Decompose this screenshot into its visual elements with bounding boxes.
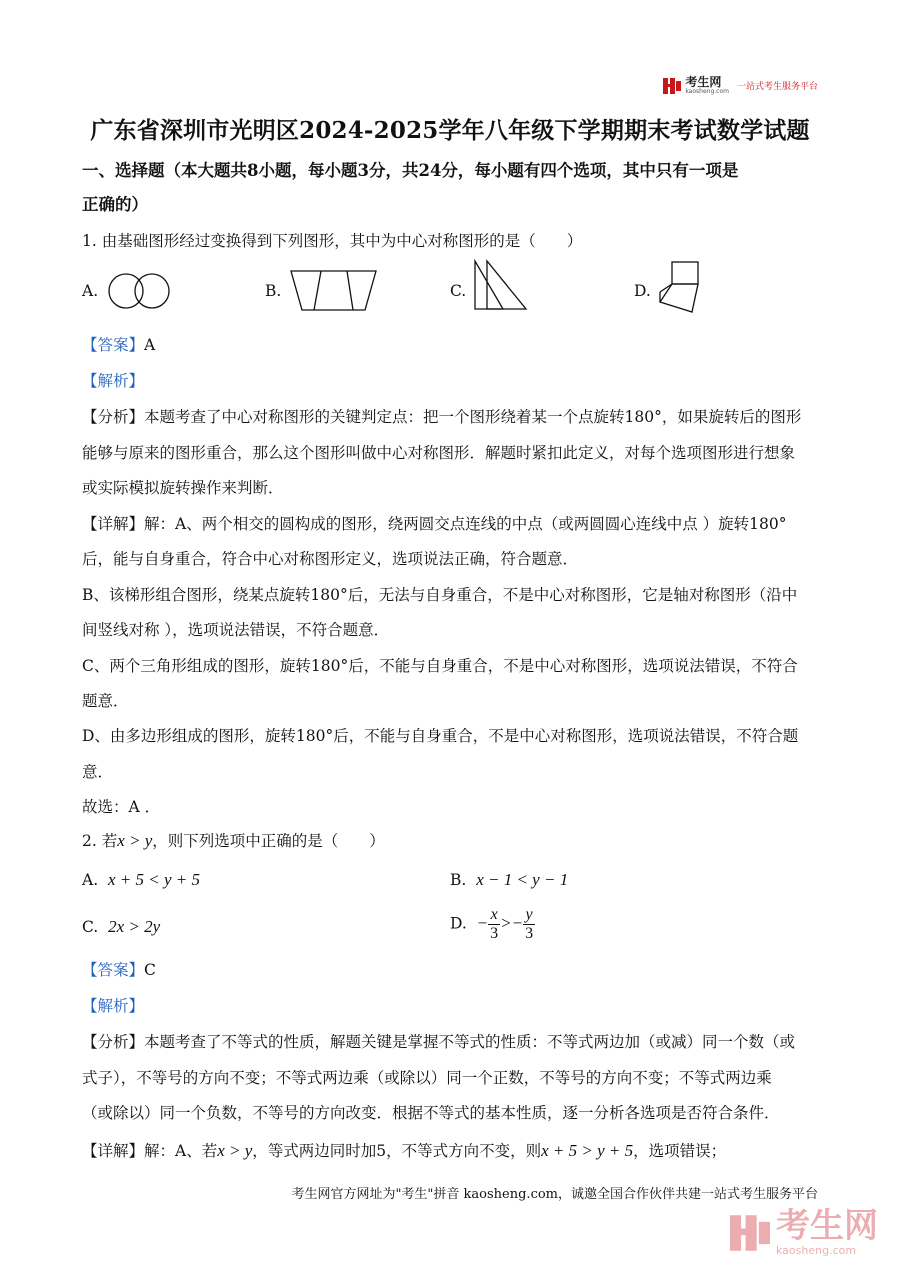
relation-sign: >− bbox=[500, 913, 524, 933]
detail-expression: x + 5 > y + 5 bbox=[541, 1141, 634, 1160]
q1-text-line: B、该梯形组合图形，绕某点旋转180°后，无法与自身重合，不是中心对称图形，它是轴对称图形（沿中 bbox=[82, 586, 798, 604]
q2-option-a bbox=[82, 870, 200, 890]
circle-shape bbox=[109, 274, 143, 308]
answer-tag: 【答案】 bbox=[82, 961, 145, 979]
q2-stem bbox=[82, 829, 385, 851]
divider-line bbox=[347, 271, 353, 310]
q2-text-line: （或除以）同一个负数，不等号的方向改变．根据不等式的基本性质，逐一分析各选项是否符合条件． bbox=[82, 1104, 780, 1122]
option-expr: x + 5 < y + 5 bbox=[107, 870, 200, 889]
minus-sign: − bbox=[476, 913, 489, 933]
trapezoid-shape bbox=[291, 271, 376, 310]
option-label: B. bbox=[450, 871, 467, 889]
watermark-logo-icon bbox=[730, 1213, 770, 1253]
logo-text bbox=[685, 76, 729, 95]
option-label: A. bbox=[82, 871, 99, 889]
fraction-numerator: y bbox=[523, 906, 535, 925]
q1-option-d-label: D. bbox=[634, 282, 651, 300]
q1-option-c-figure bbox=[470, 258, 530, 312]
detail-post: ，选项错误； bbox=[633, 1142, 727, 1160]
q1-text-line: 题意． bbox=[82, 692, 129, 710]
q2-condition: x > y bbox=[117, 831, 153, 850]
q1-option-a-figure bbox=[104, 270, 176, 312]
q2-option-b bbox=[450, 870, 568, 890]
q1-text-line: D、由多边形组成的图形，旋转180°后，不能与自身重合，不是中心对称图形，选项说法错误，不符合题 bbox=[82, 727, 799, 745]
q1-text-line: 间竖线对称 ），选项说法错误，不符合题意． bbox=[82, 621, 390, 639]
q1-text-line: 【分析】本题考查了中心对称图形的关键判定点：把一个图形绕着某一个点旋转180°，如果旋转后的图形 bbox=[82, 408, 802, 426]
watermark-text bbox=[776, 1208, 878, 1257]
triangle-shape bbox=[487, 261, 526, 309]
option-label: D. bbox=[450, 914, 467, 933]
section-heading-line2: 正确的） bbox=[82, 195, 148, 214]
q1-stem: 1. 由基础图形经过变换得到下列图形，其中为中心对称图形的是（ ） bbox=[82, 232, 583, 250]
logo-slogan: 一站式考生服务平台 bbox=[736, 82, 818, 92]
q2-stem-post: ，则下列选项中正确的是（ ） bbox=[152, 832, 385, 850]
detail-pre: 【详解】解：A、若 bbox=[82, 1142, 218, 1160]
q1-option-c-label: C. bbox=[450, 282, 467, 300]
square-shape bbox=[672, 262, 698, 284]
kaosheng-logo-icon bbox=[663, 78, 681, 94]
option-expr: x − 1 < y − 1 bbox=[476, 870, 569, 889]
q2-text-line: 式子），不等号的方向不变；不等式两边乘（或除以）同一个正数，不等号的方向不变；不等式两边乘 bbox=[82, 1069, 772, 1087]
fraction-x-over-3 bbox=[488, 906, 500, 943]
q1-text-line: C、两个三角形组成的图形，旋转180°后，不能与自身重合，不是中心对称图形，选项说法错误，不符合 bbox=[82, 657, 798, 675]
detail-condition: x > y bbox=[217, 1141, 253, 1160]
q2-text-line: 【分析】本题考查了不等式的性质，解题关键是掌握不等式的性质：不等式两边加（或减）同一个数（或 bbox=[82, 1033, 796, 1051]
q1-option-b-label: B. bbox=[265, 282, 282, 300]
page-footer: 考生网官方网址为"考生"拼音 kaosheng.com，诚邀全国合作伙伴共建一站式考生服务平台 bbox=[291, 1187, 818, 1202]
option-label: C. bbox=[82, 918, 99, 936]
q1-option-d-figure bbox=[652, 258, 708, 316]
q2-stem-pre: 2. 若 bbox=[82, 832, 118, 850]
q1-analysis-tag: 【解析】 bbox=[82, 372, 145, 390]
q2-analysis-tag: 【解析】 bbox=[82, 997, 145, 1015]
page-title: 广东省深圳市光明区2024-2025学年八年级下学期期末考试数学试题 bbox=[90, 117, 810, 144]
q2-answer-value: C bbox=[144, 961, 156, 979]
q1-text-line: 故选：A ． bbox=[82, 798, 161, 816]
q1-text-line: 后，能与自身重合，符合中心对称图形定义，选项说法正确，符合题意． bbox=[82, 550, 579, 568]
edge-line bbox=[660, 284, 672, 292]
circle-shape bbox=[135, 274, 169, 308]
q1-text-line: 【详解】解：A、两个相交的圆构成的图形，绕两圆交点连线的中点（或两圆圆心连线中点 ）旋转180° bbox=[82, 515, 787, 533]
q2-answer bbox=[82, 958, 156, 980]
fraction-denominator: 3 bbox=[490, 925, 499, 942]
fraction-numerator: x bbox=[488, 906, 500, 925]
watermark-site: kaosheng.com bbox=[776, 1244, 857, 1257]
logo-site: kaosheng.com bbox=[685, 88, 729, 95]
q2-option-c bbox=[82, 917, 160, 937]
q1-text-line: 意． bbox=[82, 763, 114, 781]
fraction-y-over-3 bbox=[523, 906, 535, 943]
triangle-shape bbox=[475, 261, 503, 309]
q1-answer bbox=[82, 333, 155, 355]
section-heading-line1: 一、选择题（本大题共8小题，每小题3分，共24分，每小题有四个选项，其中只有一项是 bbox=[82, 161, 739, 180]
option-expr: 2x > 2y bbox=[108, 917, 161, 936]
q2-option-d bbox=[450, 906, 535, 943]
watermark-name: 考生网 bbox=[776, 1206, 878, 1246]
answer-tag: 【答案】 bbox=[82, 336, 145, 354]
header-logo bbox=[663, 76, 818, 95]
q2-detail-line bbox=[82, 1139, 726, 1161]
logo-name: 考生网 bbox=[685, 75, 722, 89]
q1-option-b-figure bbox=[288, 268, 380, 314]
divider-line bbox=[314, 271, 321, 310]
q1-option-a-label: A. bbox=[82, 282, 99, 300]
q1-answer-value: A bbox=[144, 336, 156, 354]
detail-mid: ，等式两边同时加5，不等式方向不变，则 bbox=[252, 1142, 542, 1160]
q1-text-line: 或实际模拟旋转操作来判断． bbox=[82, 479, 284, 497]
watermark bbox=[730, 1208, 878, 1257]
q1-text-line: 能够与原来的图形重合，那么这个图形叫做中心对称图形．解题时紧扣此定义，对每个选项图形进行想象 bbox=[82, 444, 796, 462]
fraction-denominator: 3 bbox=[525, 925, 534, 942]
